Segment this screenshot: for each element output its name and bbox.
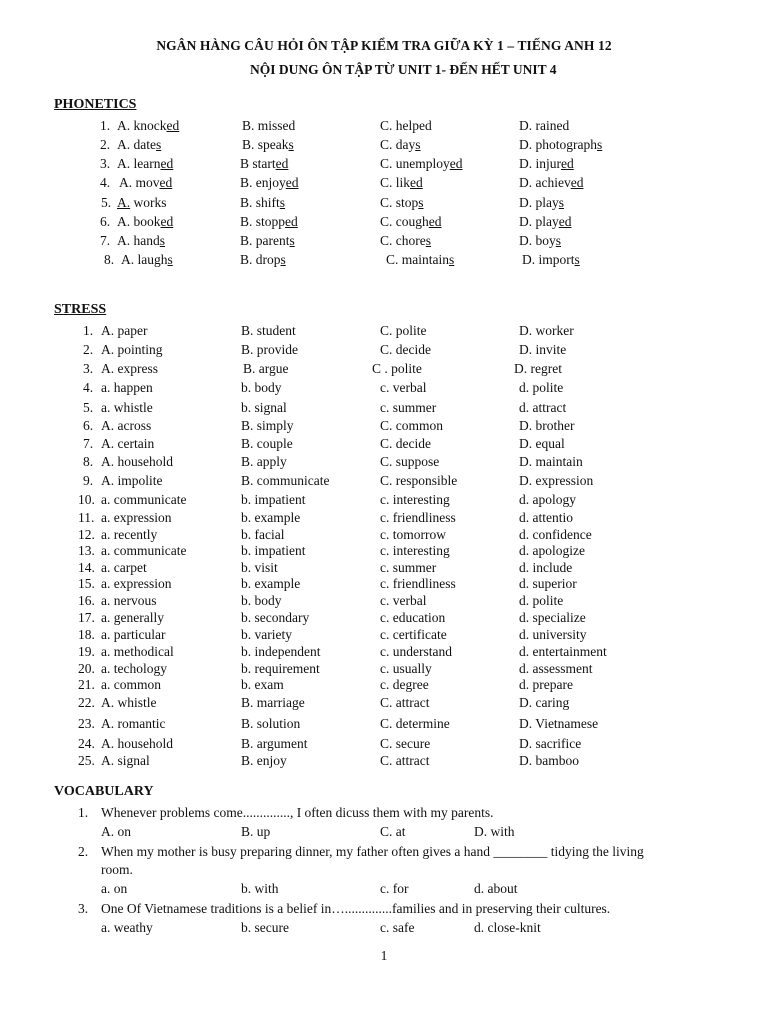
stress-row (0, 677, 768, 695)
option-b (240, 175, 299, 191)
option-a: a. happen (101, 380, 153, 395)
option-a: A. on (101, 824, 131, 839)
option-c: c. friendliness (380, 576, 456, 591)
option-b: B. student (241, 323, 296, 338)
option-a: a. expression (101, 510, 172, 525)
option-d (519, 214, 572, 230)
option-a: a. weathy (101, 920, 153, 935)
option-a: a. generally (101, 610, 164, 625)
phonetics-row (0, 118, 768, 136)
option-d: d. university (519, 627, 587, 642)
stress-row (0, 736, 768, 754)
option-a (117, 156, 173, 172)
stress-row (0, 418, 768, 436)
question-number: 2. (83, 342, 94, 357)
option-c: c. understand (380, 644, 452, 659)
option-d: D. caring (519, 695, 570, 710)
option-c: C . polite (372, 361, 422, 376)
stress-row (0, 576, 768, 594)
option-d: d. entertainment (519, 644, 607, 659)
option-d: d. apologize (519, 543, 585, 558)
option-text: B. enjoy (240, 175, 286, 190)
question-text: Whenever problems come.............., I often dicuss them with my parents. (101, 805, 494, 820)
option-b: b. signal (241, 400, 287, 415)
option-d: D. sacrifice (519, 736, 582, 751)
underlined-sound: s (279, 195, 286, 210)
question-number: 8. (104, 252, 115, 267)
option-a: A. impolite (101, 473, 163, 488)
option-c (380, 214, 442, 230)
option-b: b. secondary (241, 610, 310, 625)
option-a (119, 175, 172, 191)
stress-row (0, 753, 768, 771)
underlined-sound: s (167, 252, 173, 267)
option-a: A. household (101, 454, 173, 469)
question-number: 5. (83, 400, 94, 415)
option-b: B. couple (241, 436, 293, 451)
question-number: 15. (78, 576, 95, 591)
underlined-sound: ed (561, 156, 574, 171)
option-a: a. communicate (101, 492, 187, 507)
question-number: 3. (83, 361, 94, 376)
question-number: 7. (100, 233, 111, 248)
question-number: 22. (78, 695, 95, 710)
underlined-sound: ed (428, 214, 442, 229)
underlined-sound: s (425, 233, 431, 248)
vocabulary-heading: VOCABULARY (54, 784, 154, 799)
option-text: A. mov (119, 175, 160, 190)
stress-row (0, 400, 768, 418)
underlined-sound: s (574, 252, 580, 267)
option-a: A. across (101, 418, 152, 433)
option-text: B. stopp (240, 214, 286, 229)
option-a (117, 214, 173, 230)
question-text-continued: room. (101, 862, 133, 877)
option-d: D. brother (519, 418, 575, 433)
option-text: A. hand (117, 233, 160, 248)
option-d (519, 233, 561, 249)
option-b (242, 137, 294, 153)
option-c: c. friendliness (380, 510, 456, 525)
phonetics-row (0, 156, 768, 174)
option-a: a. communicate (101, 543, 187, 558)
option-text: C. day (380, 137, 416, 152)
stress-row (0, 454, 768, 472)
question-number: 5. (101, 195, 112, 210)
underlined-sound: s (597, 137, 603, 152)
question-number: 3. (100, 156, 111, 171)
option-text: A. laugh (121, 252, 168, 267)
option-b: B. simply (241, 418, 294, 433)
question-number: 6. (100, 214, 111, 229)
question-text: When my mother is busy preparing dinner, my father often gives a hand ________ tidying the living (101, 844, 644, 859)
question-number: 21. (78, 677, 95, 692)
stress-row (0, 323, 768, 341)
option-a: a. whistle (101, 400, 153, 415)
option-c: C. determine (380, 716, 450, 731)
question-number: 12. (78, 527, 95, 542)
option-a: A. whistle (101, 695, 157, 710)
option-text: D. import (522, 252, 575, 267)
stress-row (0, 695, 768, 713)
stress-row (0, 716, 768, 734)
underlined-sound: s (280, 252, 286, 267)
stress-row (0, 473, 768, 491)
question-number: 17. (78, 610, 95, 625)
option-d: d. include (519, 560, 573, 575)
option-c (380, 233, 431, 249)
question-number: 20. (78, 661, 95, 676)
option-b: B. communicate (241, 473, 330, 488)
option-c: c. interesting (380, 492, 450, 507)
option-a (117, 137, 161, 153)
option-text: D. boy (519, 233, 556, 248)
option-c (380, 195, 424, 211)
question-number: 4. (100, 175, 111, 190)
option-c: C. common (380, 418, 443, 433)
phonetics-row (0, 137, 768, 155)
underlined-sound: ed (570, 175, 584, 190)
underlined-sound: s (288, 137, 294, 152)
question-number: 3. (78, 901, 89, 916)
stress-heading: STRESS (54, 302, 107, 317)
option-d (519, 175, 583, 191)
option-text: A. learn (117, 156, 161, 171)
question-number: 11. (78, 510, 95, 525)
option-d: d. attentio (519, 510, 573, 525)
option-text: B. parent (240, 233, 290, 248)
document-title: NGÂN HÀNG CÂU HỎI ÔN TẬP KIỂM TRA GIỮA KỲ 1 – TIẾNG ANH 12 (156, 38, 612, 53)
option-d: D. invite (519, 342, 567, 357)
stress-row (0, 644, 768, 662)
option-c: c. verbal (380, 380, 427, 395)
option-d: D. bamboo (519, 753, 579, 768)
option-b: b. body (241, 593, 282, 608)
option-a: A. pointing (101, 342, 163, 357)
option-b: B. provide (241, 342, 298, 357)
option-text: C. helped (380, 118, 432, 133)
option-b: B. solution (241, 716, 301, 731)
option-c: c. certificate (380, 627, 447, 642)
question-text: One Of Vietnamese traditions is a belief in…..............families and in preserving their cultures. (101, 901, 611, 916)
option-d: D. Vietnamese (519, 716, 599, 731)
option-d (519, 137, 602, 153)
option-c: C. attract (380, 753, 430, 768)
option-d (519, 118, 569, 134)
option-text: B. shift (240, 195, 280, 210)
underlined-sound: ed (285, 214, 298, 229)
option-text: C. maintain (386, 252, 449, 267)
option-a: A. express (101, 361, 158, 376)
option-d: d. assessment (519, 661, 593, 676)
option-c: c. tomorrow (380, 527, 446, 542)
stress-row (0, 492, 768, 510)
option-c: c. degree (380, 677, 429, 692)
option-d: d. close-knit (474, 920, 541, 935)
option-d: d. prepare (519, 677, 573, 692)
option-b (240, 233, 295, 249)
option-d (519, 156, 574, 172)
stress-row (0, 380, 768, 398)
option-d: d. superior (519, 576, 577, 591)
option-a: A. signal (101, 753, 150, 768)
option-d: D. maintain (519, 454, 583, 469)
question-number: 1. (83, 323, 94, 338)
question-number: 18. (78, 627, 95, 642)
stress-row (0, 543, 768, 561)
option-text: D. achiev (519, 175, 571, 190)
option-a: a. expression (101, 576, 172, 591)
underlined-sound: ed (410, 175, 423, 190)
question-number: 7. (83, 436, 94, 451)
underlined-sound: s (289, 233, 295, 248)
option-a (121, 252, 173, 268)
option-c (380, 156, 463, 172)
phonetics-row (0, 175, 768, 193)
option-a: a. on (101, 881, 128, 896)
phonetics-row (0, 214, 768, 232)
option-a (117, 233, 165, 249)
option-d: d. about (474, 881, 518, 896)
option-c (380, 175, 423, 191)
option-c: c. verbal (380, 593, 427, 608)
option-text: D. injur (519, 156, 561, 171)
option-b: B. enjoy (241, 753, 287, 768)
option-a: a. particular (101, 627, 166, 642)
phonetics-row (0, 233, 768, 251)
option-c: c. safe (380, 920, 415, 935)
option-b: b. facial (241, 527, 285, 542)
underlined-sound: s (555, 233, 562, 248)
option-a: a. techology (101, 661, 167, 676)
option-c (386, 252, 454, 268)
option-b (240, 214, 298, 230)
underlined-sound: s (159, 233, 166, 248)
question-number: 10. (78, 492, 95, 507)
option-b: B. argue (243, 361, 289, 376)
phonetics-row (0, 195, 768, 213)
option-d: D. equal (519, 436, 565, 451)
option-c (380, 118, 432, 134)
underlined-sound: ed (285, 175, 299, 190)
option-d: D. regret (514, 361, 562, 376)
option-d: D. worker (519, 323, 574, 338)
option-c: c. education (380, 610, 446, 625)
underlined-sound: s (155, 137, 162, 152)
option-a: a. carpet (101, 560, 147, 575)
option-c: C. polite (380, 323, 427, 338)
option-b (240, 156, 288, 172)
option-text: B. drop (240, 252, 281, 267)
question-number: 1. (78, 805, 89, 820)
stress-row (0, 361, 768, 379)
option-text: A. date (117, 137, 156, 152)
option-c: c. interesting (380, 543, 450, 558)
option-d: D. expression (519, 473, 594, 488)
question-number: 4. (83, 380, 94, 395)
option-b: b. variety (241, 627, 292, 642)
option-c: C. responsible (380, 473, 458, 488)
option-b: B. apply (241, 454, 287, 469)
option-b: b. body (241, 380, 282, 395)
option-a: a. nervous (101, 593, 157, 608)
option-a: a. common (101, 677, 161, 692)
option-text: C. unemploy (380, 156, 450, 171)
underlined-sound: ed (160, 156, 174, 171)
option-text-end: works (130, 195, 167, 210)
underlined-sound: s (415, 137, 421, 152)
option-text: C. lik (380, 175, 411, 190)
option-c: C. decide (380, 436, 431, 451)
option-text: B. missed (242, 118, 296, 133)
option-d: d. confidence (519, 527, 592, 542)
question-number: 1. (100, 118, 111, 133)
option-b: b. impatient (241, 492, 306, 507)
underlined-sound: A. (117, 195, 131, 210)
underlined-sound: s (558, 195, 565, 210)
option-b: b. exam (241, 677, 284, 692)
phonetics-row (0, 252, 768, 270)
underlined-sound: ed (558, 214, 572, 229)
stress-row (0, 593, 768, 611)
option-text: D. photograph (519, 137, 597, 152)
underlined-sound: ed (160, 214, 174, 229)
option-a: A. certain (101, 436, 155, 451)
option-d: d. polite (519, 380, 564, 395)
question-number: 6. (83, 418, 94, 433)
option-text: A. book (117, 214, 161, 229)
option-text: C. chore (380, 233, 426, 248)
option-c: c. usually (380, 661, 432, 676)
stress-row (0, 436, 768, 454)
option-a: A. romantic (101, 716, 166, 731)
question-number: 19. (78, 644, 95, 659)
option-c: C. at (380, 824, 406, 839)
question-number: 9. (83, 473, 94, 488)
stress-row (0, 610, 768, 628)
option-b: b. independent (241, 644, 321, 659)
option-text: B. speak (242, 137, 289, 152)
option-d: d. polite (519, 593, 564, 608)
option-c: C. decide (380, 342, 431, 357)
option-a (117, 195, 167, 211)
option-b (242, 118, 295, 134)
stress-row (0, 342, 768, 360)
option-d (519, 195, 564, 211)
option-b: b. visit (241, 560, 278, 575)
option-b: b. impatient (241, 543, 306, 558)
option-b: B. argument (241, 736, 308, 751)
option-text: D. play (519, 214, 559, 229)
option-c (380, 137, 421, 153)
option-c: c. summer (380, 560, 437, 575)
option-d: D. with (474, 824, 515, 839)
underlined-sound: ed (275, 156, 289, 171)
option-text: A. knock (117, 118, 167, 133)
option-text: B start (240, 156, 276, 171)
option-a: A. paper (101, 323, 148, 338)
question-number: 24. (78, 736, 95, 751)
option-b: b. example (241, 576, 301, 591)
option-d: d. attract (519, 400, 567, 415)
option-b (240, 195, 285, 211)
option-b: b. secure (241, 920, 289, 935)
option-b: b. example (241, 510, 301, 525)
phonetics-heading: PHONETICS (54, 97, 137, 112)
option-c: C. attract (380, 695, 430, 710)
option-b (240, 252, 286, 268)
option-a: A. household (101, 736, 173, 751)
option-text: D. rained (519, 118, 570, 133)
option-c: c. summer (380, 400, 437, 415)
question-number: 16. (78, 593, 95, 608)
option-c: C. suppose (380, 454, 440, 469)
option-c: C. secure (380, 736, 431, 751)
option-a: a. methodical (101, 644, 174, 659)
underlined-sound: ed (166, 118, 180, 133)
question-number: 13. (78, 543, 95, 558)
option-text: C. stop (380, 195, 419, 210)
page-number: 1 (380, 948, 388, 963)
underlined-sound: ed (159, 175, 173, 190)
question-number: 14. (78, 560, 95, 575)
option-d: d. specialize (519, 610, 586, 625)
option-a (117, 118, 179, 134)
option-b: B. marriage (241, 695, 305, 710)
question-number: 2. (78, 844, 89, 859)
underlined-sound: s (449, 252, 455, 267)
option-b: b. with (241, 881, 279, 896)
underlined-sound: s (418, 195, 424, 210)
option-d (522, 252, 580, 268)
question-number: 23. (78, 716, 95, 731)
option-text: D. play (519, 195, 559, 210)
stress-row (0, 510, 768, 528)
option-c: c. for (380, 881, 409, 896)
underlined-sound: ed (449, 156, 463, 171)
stress-row (0, 627, 768, 645)
question-number: 25. (78, 753, 95, 768)
option-b: b. requirement (241, 661, 320, 676)
question-number: 8. (83, 454, 94, 469)
option-a: a. recently (101, 527, 158, 542)
document-subtitle: NỘI DUNG ÔN TẬP TỪ UNIT 1- ĐẾN HẾT UNIT 4 (250, 62, 557, 77)
option-b: B. up (241, 824, 271, 839)
question-number: 2. (100, 137, 111, 152)
option-d: d. apology (519, 492, 576, 507)
option-text: C. cough (380, 214, 429, 229)
